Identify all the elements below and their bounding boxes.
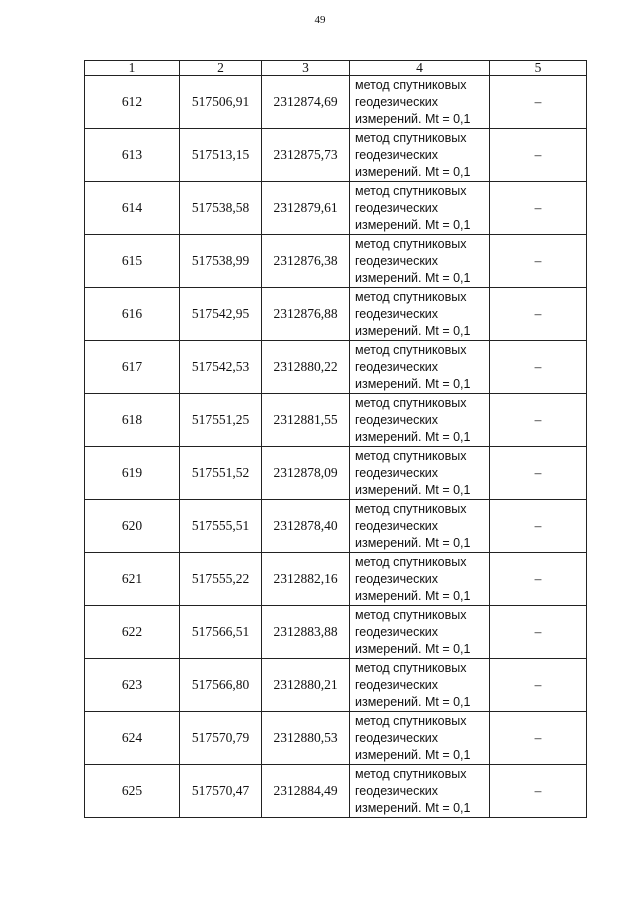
note-cell: – (490, 341, 587, 394)
y-coordinate-cell: 2312880,53 (262, 712, 350, 765)
table-row (85, 76, 587, 129)
method-cell: метод спутниковых геодезических измерений. Mt = 0,1 (350, 76, 490, 129)
table-row (85, 553, 587, 606)
x-coordinate-cell: 517551,52 (180, 447, 262, 500)
method-cell: метод спутниковых геодезических измерений. Mt = 0,1 (350, 606, 490, 659)
y-coordinate-cell: 2312883,88 (262, 606, 350, 659)
x-coordinate-cell: 517513,15 (180, 129, 262, 182)
table-row (85, 712, 587, 765)
y-coordinate-cell: 2312881,55 (262, 394, 350, 447)
method-cell: метод спутниковых геодезических измерений. Mt = 0,1 (350, 500, 490, 553)
point-number-cell: 615 (85, 235, 180, 288)
table-body (85, 76, 587, 818)
method-cell: метод спутниковых геодезических измерений. Mt = 0,1 (350, 765, 490, 818)
table-row (85, 182, 587, 235)
point-number-cell: 614 (85, 182, 180, 235)
point-number-cell: 623 (85, 659, 180, 712)
column-header-1: 1 (85, 61, 180, 76)
point-number-cell: 620 (85, 500, 180, 553)
x-coordinate-cell: 517570,79 (180, 712, 262, 765)
y-coordinate-cell: 2312882,16 (262, 553, 350, 606)
method-cell: метод спутниковых геодезических измерений. Mt = 0,1 (350, 288, 490, 341)
y-coordinate-cell: 2312878,40 (262, 500, 350, 553)
point-number-cell: 612 (85, 76, 180, 129)
table-row (85, 235, 587, 288)
point-number-cell: 621 (85, 553, 180, 606)
table-row (85, 500, 587, 553)
y-coordinate-cell: 2312880,21 (262, 659, 350, 712)
note-cell: – (490, 288, 587, 341)
method-cell: метод спутниковых геодезических измерений. Mt = 0,1 (350, 129, 490, 182)
note-cell: – (490, 129, 587, 182)
x-coordinate-cell: 517542,95 (180, 288, 262, 341)
note-cell: – (490, 553, 587, 606)
method-cell: метод спутниковых геодезических измерений. Mt = 0,1 (350, 235, 490, 288)
table-row (85, 341, 587, 394)
column-header-5: 5 (490, 61, 587, 76)
point-number-cell: 619 (85, 447, 180, 500)
point-number-cell: 618 (85, 394, 180, 447)
point-number-cell: 616 (85, 288, 180, 341)
note-cell: – (490, 500, 587, 553)
y-coordinate-cell: 2312879,61 (262, 182, 350, 235)
note-cell: – (490, 712, 587, 765)
y-coordinate-cell: 2312875,73 (262, 129, 350, 182)
table-row (85, 288, 587, 341)
point-number-cell: 613 (85, 129, 180, 182)
point-number-cell: 622 (85, 606, 180, 659)
point-number-cell: 617 (85, 341, 180, 394)
table-row (85, 129, 587, 182)
table-row (85, 447, 587, 500)
x-coordinate-cell: 517555,22 (180, 553, 262, 606)
note-cell: – (490, 606, 587, 659)
y-coordinate-cell: 2312874,69 (262, 76, 350, 129)
y-coordinate-cell: 2312878,09 (262, 447, 350, 500)
point-number-cell: 625 (85, 765, 180, 818)
coordinates-table (84, 60, 587, 818)
column-header-4: 4 (350, 61, 490, 76)
page-number: 49 (314, 14, 326, 26)
method-cell: метод спутниковых геодезических измерений. Mt = 0,1 (350, 712, 490, 765)
method-cell: метод спутниковых геодезических измерений. Mt = 0,1 (350, 341, 490, 394)
y-coordinate-cell: 2312884,49 (262, 765, 350, 818)
method-cell: метод спутниковых геодезических измерений. Mt = 0,1 (350, 659, 490, 712)
note-cell: – (490, 182, 587, 235)
table-row (85, 659, 587, 712)
y-coordinate-cell: 2312880,22 (262, 341, 350, 394)
note-cell: – (490, 235, 587, 288)
method-cell: метод спутниковых геодезических измерений. Mt = 0,1 (350, 447, 490, 500)
y-coordinate-cell: 2312876,38 (262, 235, 350, 288)
note-cell: – (490, 76, 587, 129)
x-coordinate-cell: 517551,25 (180, 394, 262, 447)
x-coordinate-cell: 517542,53 (180, 341, 262, 394)
method-cell: метод спутниковых геодезических измерений. Mt = 0,1 (350, 553, 490, 606)
x-coordinate-cell: 517506,91 (180, 76, 262, 129)
note-cell: – (490, 394, 587, 447)
table-row (85, 765, 587, 818)
column-header-3: 3 (262, 61, 350, 76)
note-cell: – (490, 765, 587, 818)
note-cell: – (490, 447, 587, 500)
point-number-cell: 624 (85, 712, 180, 765)
note-cell: – (490, 659, 587, 712)
method-cell: метод спутниковых геодезических измерений. Mt = 0,1 (350, 182, 490, 235)
y-coordinate-cell: 2312876,88 (262, 288, 350, 341)
method-cell: метод спутниковых геодезических измерений. Mt = 0,1 (350, 394, 490, 447)
x-coordinate-cell: 517538,58 (180, 182, 262, 235)
x-coordinate-cell: 517555,51 (180, 500, 262, 553)
x-coordinate-cell: 517570,47 (180, 765, 262, 818)
table-header-row (85, 61, 587, 76)
column-header-2: 2 (180, 61, 262, 76)
x-coordinate-cell: 517566,51 (180, 606, 262, 659)
table-row (85, 394, 587, 447)
x-coordinate-cell: 517538,99 (180, 235, 262, 288)
x-coordinate-cell: 517566,80 (180, 659, 262, 712)
table-row (85, 606, 587, 659)
